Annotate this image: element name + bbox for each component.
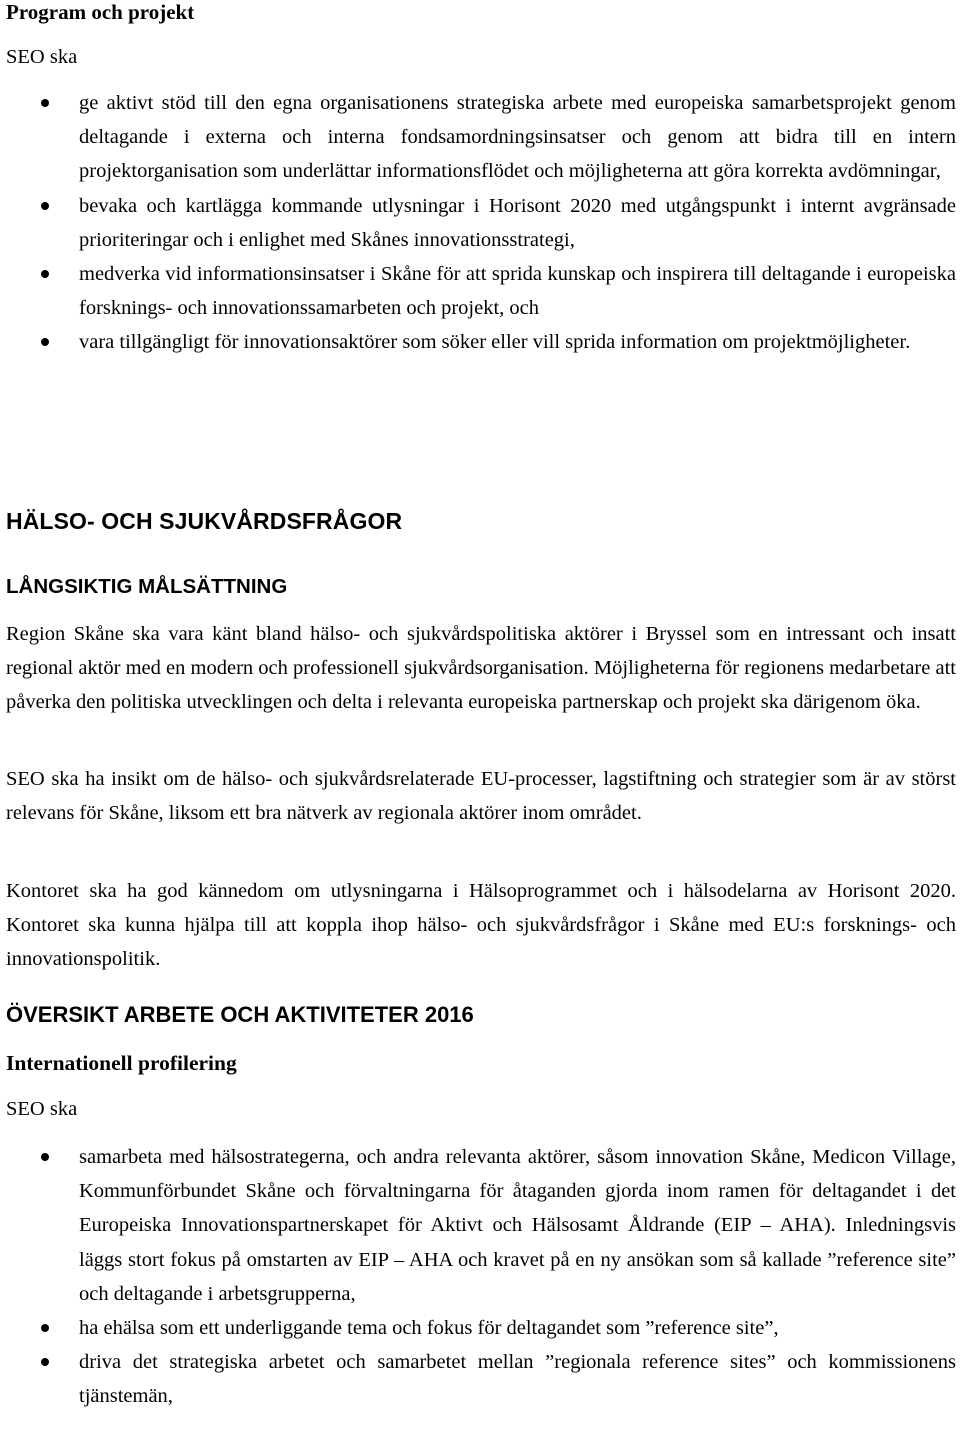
list-item: driva det strategiska arbetet och samarbetet mellan ”regionala reference sites” och kommissionens tjänstemän, <box>6 1345 956 1413</box>
goal-heading: LÅNGSIKTIG MÅLSÄTTNING <box>6 575 288 598</box>
list-item: ge aktivt stöd till den egna organisationens strategiska arbete med europeiska samarbetsprojekt genom deltagande i externa och interna fondsamordningsinsatser och genom att bidra till en intern projektorganisation som underlättar informationsflödet och möjligheterna att göra korrekta avdömningar, <box>6 86 956 189</box>
list-item: vara tillgängligt för innovationsaktörer som söker eller vill sprida information om projektmöjligheter. <box>6 325 956 359</box>
list-item: medverka vid informationsinsatser i Skåne för att sprida kunskap och inspirera till deltagande i europeiska forsknings- och innovationssamarbeten och projekt, och <box>6 257 956 325</box>
section-title-health: HÄLSO- OCH SJUKVÅRDSFRÅGOR <box>6 508 403 534</box>
lead-text-seo-ska-2: SEO ska <box>6 1098 78 1120</box>
bullet-icon <box>41 1324 49 1332</box>
list-item: bevaka och kartlägga kommande utlysningar i Horisont 2020 med utgångspunkt i internt avgränsade prioriteringar och i enlighet med Skånes innovationsstrategi, <box>6 189 956 257</box>
section-heading-program: Program och projekt <box>6 0 195 24</box>
bullet-list-overview <box>6 1140 956 1414</box>
bullet-icon <box>41 1358 49 1366</box>
list-item: samarbeta med hälsostrategerna, och andra relevanta aktörer, såsom innovation Skåne, Medicon Village, Kommunförbundet Skåne och förvaltningarna för åtaganden gjorda inom ramen för deltagandet i det Europeiska Innovationspartnerskapet för Aktivt och Hälsosamt Åldrande (EIP – AHA). Inledningsvis läggs stort fokus på omstarten av EIP – AHA och kravet på en ny ansökan som så kallade ”reference site” och deltagande i arbetsgrupperna, <box>6 1140 956 1311</box>
bullet-icon <box>41 99 49 107</box>
bullet-icon <box>41 338 49 346</box>
bullet-list-program <box>6 86 956 360</box>
list-item: ha ehälsa som ett underliggande tema och fokus för deltagandet som ”reference site”, <box>6 1311 956 1345</box>
bullet-icon <box>41 202 49 210</box>
subheading-profiling: Internationell profilering <box>6 1051 237 1075</box>
health-paragraph-2: SEO ska ha insikt om de hälso- och sjukvårdsrelaterade EU-processer, lagstiftning och strategier som är av störst relevans för Skåne, liksom ett bra nätverk av regionala aktörer inom området. <box>6 768 956 825</box>
health-paragraph-1: Region Skåne ska vara känt bland hälso- och sjukvårdspolitiska aktörer i Bryssel som en intressant och insatt regional aktör med en modern och professionell sjukvårdsorganisation. Möjligheterna för regionens medarbetare att påverka den politiska utvecklingen och delta i relevanta europeiska partnerskap och projekt ska därigenom öka. <box>6 623 956 714</box>
section-title-overview: ÖVERSIKT ARBETE OCH AKTIVITETER 2016 <box>6 1002 474 1027</box>
health-paragraph-3: Kontoret ska ha god kännedom om utlysningarna i Hälsoprogrammet och i hälsodelarna av Horisont 2020. Kontoret ska kunna hjälpa till att koppla ihop hälso- och sjukvårdsfrågor i Skåne med EU:s forsknings- och innovationspolitik. <box>6 880 956 971</box>
lead-text-seo-ska: SEO ska <box>6 46 78 68</box>
bullet-icon <box>41 270 49 278</box>
bullet-icon <box>41 1153 49 1161</box>
